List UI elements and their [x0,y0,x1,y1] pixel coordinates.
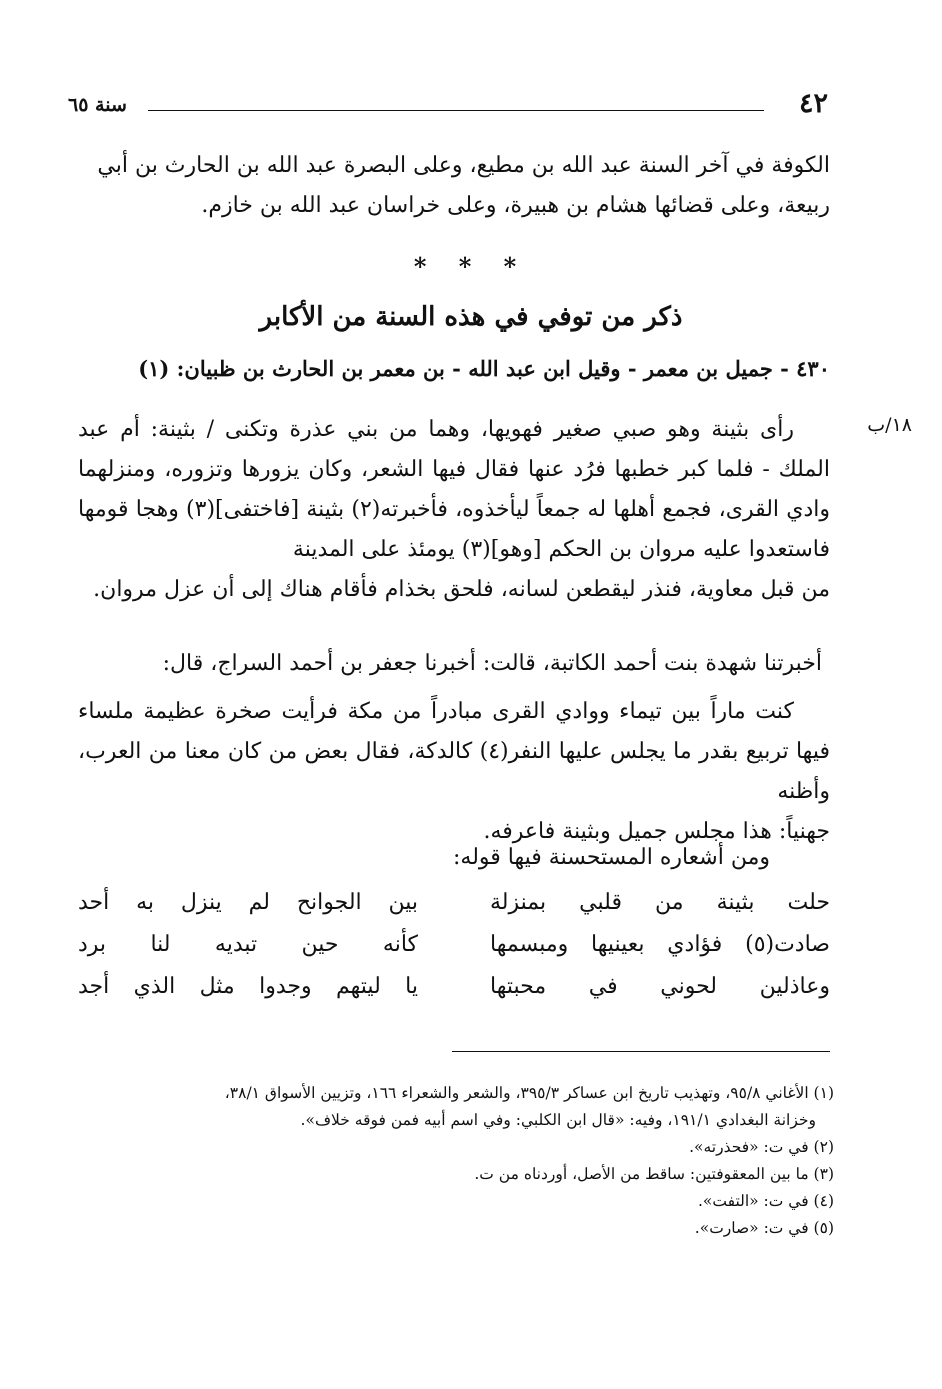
page-header [68,88,828,128]
running-head-year: سنة ٦٥ [68,94,127,116]
verse-second-hemistich: يا ليتهم وجدوا مثل الذي أجد [78,974,418,999]
footnote: (١) الأغاني ٩٥/٨، وتهذيب تاريخ ابن عساكر ٣٩٥/٣، والشعر والشعراء ١٦٦، وتزيين الأسواق ٣٨/١، [224,1084,834,1102]
footnote: (٤) في ت: «التفت». [697,1192,834,1210]
footnote: (٢) في ت: «فحذرته». [689,1138,834,1156]
verse-second-hemistich: بين الجوانح لم ينزل به أحد [78,890,418,915]
narration-text: كنت ماراً بين تيماء ووادي القرى مبادراً من مكة فرأيت صخرة عظيمة ملساء فيها تربيع بقدر ما يجلس عليها النفر(٤) كالدكة، فقال بعض من كان معنا من العرب، وأظنه [78,699,830,804]
intro-line-2: ربيعة، وعلى قضائها هشام بن هبيرة، وعلى خراسان عبد الله بن خازم. [201,193,830,218]
footnote-continuation: وخزانة البغدادي ١٩١/١، وفيه: «قال ابن الكلبي: وفي اسم أبيه فمن فوقه خلاف». [300,1111,816,1129]
verse-first-hemistich: حلت بثينة من قلبي بمنزلة [490,890,830,915]
section-separator: * * * [413,252,529,281]
entry-title: ٤٣٠ - جميل بن معمر - وقيل ابن عبد الله - بن معمر بن الحارث بن ظبيان: (١) [138,356,830,381]
isnad-line [78,644,830,684]
verse-first-hemistich: صادت(٥) فؤادي بعينيها ومبسمها [490,932,830,957]
verse-first-hemistich: وعاذلين لحوني في محبتها [490,974,830,999]
footnote: (٣) ما بين المعقوفتين: ساقط من الأصل، أوردناه من ت. [474,1165,834,1183]
poem-intro-line [78,838,830,878]
page-number: ٤٢ [798,88,828,119]
footnotes [78,1080,834,1242]
isnad-text: أخبرتنا شهدة بنت أحمد الكاتبة، قالت: أخبرنا جعفر بن أحمد السراج، قال: [162,651,822,676]
header-rule [148,110,764,111]
narration-text-end: جهنياً: هذا مجلس جميل وبثينة فاعرفه. [483,819,830,844]
poem [78,890,830,1016]
biography-text: رأى بثينة وهو صبي صغير فهويها، وهما من بني عذرة وتكنى / بثينة: أم عبد الملك - فلما كبر خطبها فرُد عنها فقال فيها الشعر، وكان يزورها وتزوره، ومنزلهما وادي القرى، فجمع أهلها له جمعاً ليأخذوه، فأخبرته(٢) بثينة [فاختفى](٣) وهجا قومها فاستعدوا عليه مروان بن الحكم [وهو](٣) يومئذ على المدينة [78,417,830,562]
poem-intro: ومن أشعاره المستحسنة فيها قوله: [453,845,770,870]
verse-second-hemistich: كأنه حين تبديه لنا برد [78,932,418,957]
verse [78,974,830,1016]
intro-line-1: الكوفة في آخر السنة عبد الله بن مطيع، وعلى البصرة عبد الله بن الحارث بن أبي [97,153,830,178]
section-title: ذكر من توفي في هذه السنة من الأكابر [259,302,683,332]
footnote: (٥) في ت: «صارت». [694,1219,834,1237]
margin-folio-note: ١٨/ب [867,414,912,436]
narration-paragraph [78,692,830,852]
biography-text-end: من قبل معاوية، فنذر ليقطعن لسانه، فلحق بخذام فأقام هناك إلى أن عزل مروان. [93,577,830,602]
verse [78,932,830,974]
verse [78,890,830,932]
footnote-rule [452,1051,830,1052]
biography-paragraph [78,410,830,610]
intro-paragraph [78,146,830,226]
